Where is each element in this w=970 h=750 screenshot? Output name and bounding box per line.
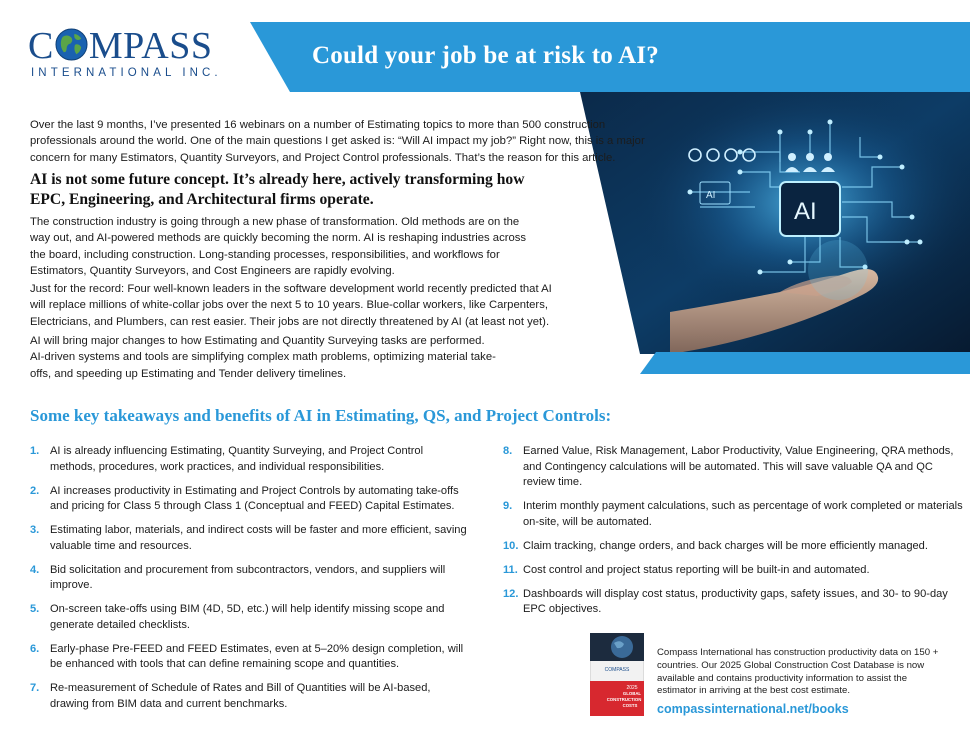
body-paragraph: AI will bring major changes to how Estimating and Quantity Surveying tasks are performed. AI-driven systems and tools are simplifying complex math problems, optimizing material take-offs, and speeding up Estimating and Tender delivery timelines. xyxy=(30,335,496,380)
book-line2: CONSTRUCTION xyxy=(606,697,642,702)
list-item xyxy=(503,587,963,618)
logo-letters: MPASS xyxy=(88,25,213,67)
list-number: 12. xyxy=(503,587,519,600)
accent-bar xyxy=(640,352,970,374)
list-item xyxy=(503,499,963,530)
list-text: Re-measurement of Schedule of Rates and Bill of Quantities will be AI-based, drawing from BIM data and current benchmarks. xyxy=(50,682,431,711)
list-text: AI increases productivity in Estimating and Project Controls by automating take-offs and pricing for Class 5 through Class 1 (Conceptual and FEED) Capital Estimates. xyxy=(50,484,459,513)
list-number: 8. xyxy=(503,445,513,457)
list-number: 11. xyxy=(503,563,518,576)
list-number: 3. xyxy=(30,524,40,537)
list-text: Early-phase Pre-FEED and FEED Estimates, even at 5–20% design completion, will be enhanced with tools that can define remaining scope and quantities. xyxy=(50,642,464,671)
list-item xyxy=(503,444,963,491)
list-item xyxy=(503,539,963,555)
hero-side-label: AI xyxy=(706,190,716,201)
list-number: 7. xyxy=(30,682,40,695)
list-item xyxy=(30,523,470,554)
list-text: Interim monthly payment calculations, such as percentage of work completed or materials on-site, will be automated. xyxy=(523,500,963,528)
list-item xyxy=(503,563,963,579)
company-logo xyxy=(28,26,238,82)
list-item xyxy=(30,681,470,712)
takeaways-list-left xyxy=(30,444,470,721)
list-text: On-screen take-offs using BIM (4D, 5D, etc.) will help identify missing scope and generate detailed checklists. xyxy=(50,603,445,631)
logo-subtitle: INTERNATIONAL INC. xyxy=(31,67,222,79)
list-text: Estimating labor, materials, and indirect costs will be faster and more efficient, saving valuable time and resources. xyxy=(50,524,467,552)
list-text: AI is already influencing Estimating, Quantity Surveying, and Project Control methods, procedures, work practices, and individual responsibilities. xyxy=(50,445,424,473)
list-item xyxy=(30,484,470,515)
list-text: Cost control and project status reporting will be built-in and automated. xyxy=(523,563,870,576)
list-item xyxy=(30,444,470,475)
list-number: 4. xyxy=(30,563,40,576)
ai-chip-label: AI xyxy=(794,198,817,225)
takeaways-list-right xyxy=(503,444,963,626)
list-text: Earned Value, Risk Management, Labor Productivity, Value Engineering, QRA methods, and Contingency calculations will be automated. This will save valuable QA and QC review time. xyxy=(523,445,954,489)
list-text: Dashboards will display cost status, productivity gaps, safety issues, and 30- to 90-day EPC objectives. xyxy=(523,587,948,616)
book-brand: COMPASS xyxy=(604,667,630,673)
list-text: Bid solicitation and procurement from subcontractors, vendors, and suppliers will improve. xyxy=(50,563,446,592)
page-title: Could your job be at risk to AI? xyxy=(312,42,659,69)
logo-letter: C xyxy=(28,25,54,67)
body-paragraph: Just for the record: Four well-known leaders in the software development world recently predicted that AI will replace millions of white-collar jobs over the next 5 to 10 years. Blue-collar workers, like Carpenters, Electricians, and Plumbers, can rest easier. Their jobs are not directly threatened by AI (at least not yet). xyxy=(30,283,552,328)
list-number: 2. xyxy=(30,484,40,497)
takeaways-heading: Some key takeaways and benefits of AI in Estimating, QS, and Project Controls: xyxy=(30,406,612,425)
book-cover-image xyxy=(590,633,644,716)
book-line3: COSTS xyxy=(622,703,638,708)
list-number: 9. xyxy=(503,500,513,513)
book-year: 2025 xyxy=(626,685,638,691)
list-item xyxy=(30,642,470,673)
list-number: 5. xyxy=(30,603,40,616)
body-paragraph: The construction industry is going through a new phase of transformation. Old methods are on the way out, and AI-powered methods are quickly becoming the norm. AI is reshaping industries across the board, including construction. Long-standing processes, responsibilities, and workflows for Estimators, Quantity Surveyors, and Cost Engineers are rapidly evolving. xyxy=(30,216,527,278)
intro-paragraph: Over the last 9 months, I’ve presented 16 webinars on a number of Estimating topics to more than 500 construction professionals around the world. One of the main questions I get asked is: “Will AI impact my job?” Right now, this is a major concern for many Estimators, Quantity Surveyors, and Project Control professionals. That’s the reason for this article. xyxy=(30,119,645,164)
list-item xyxy=(30,602,470,633)
list-text: Claim tracking, change orders, and back charges will be more efficiently managed. xyxy=(523,539,928,552)
list-number: 6. xyxy=(30,642,40,655)
list-number: 10. xyxy=(503,539,519,552)
promo-text: Compass International has construction productivity data on 150 + countries. Our 2025 Global Construction Cost Database is now available and contains productivity information to assist the estimator in arriving at the best cost estimate. xyxy=(657,647,939,697)
list-item xyxy=(30,563,470,594)
list-number: 1. xyxy=(30,445,40,457)
subheading: AI is not some future concept. It’s already here, actively transforming how EPC, Engineering, and Architectural firms operate. xyxy=(30,171,525,208)
books-link[interactable]: compassinternational.net/books xyxy=(657,702,849,716)
logo-wordmark xyxy=(28,26,213,66)
book-line1: GLOBAL xyxy=(622,691,642,696)
globe-icon xyxy=(55,28,88,61)
